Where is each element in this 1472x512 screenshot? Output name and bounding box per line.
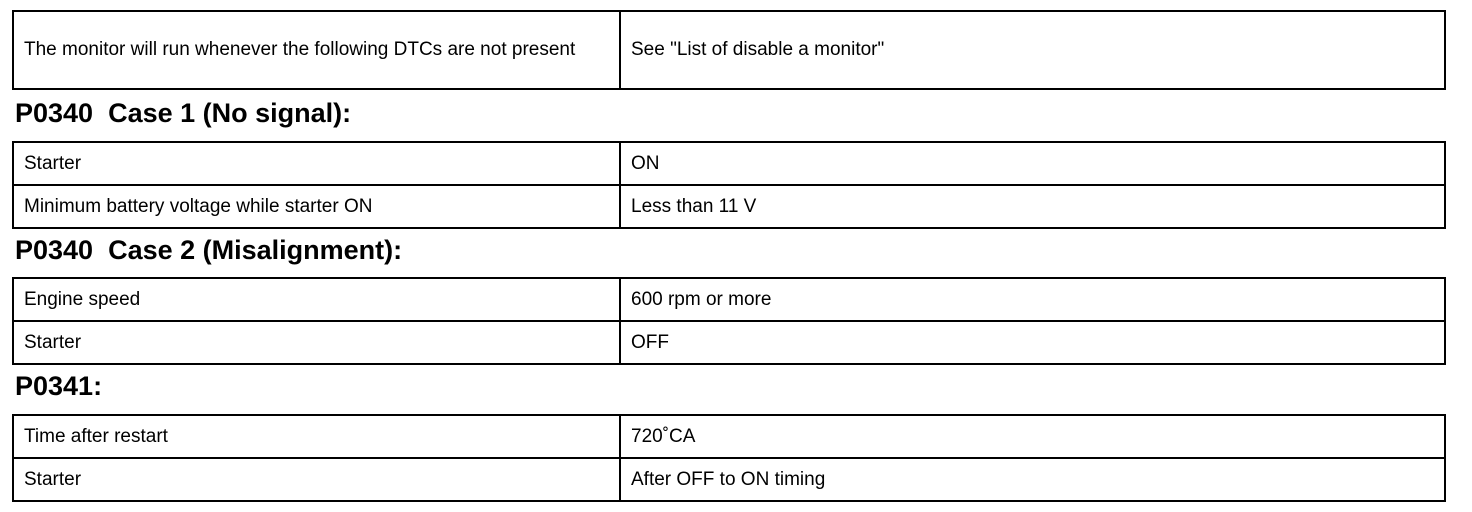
table-row (13, 321, 1445, 364)
table-cell-label: Starter (13, 458, 620, 501)
p0340-case1-table (12, 141, 1446, 229)
table-cell-label: Starter (13, 321, 620, 364)
table-row (13, 142, 1445, 185)
table-cell-value: ON (620, 142, 1445, 185)
monitor-conditions-table (12, 10, 1446, 90)
table-row (13, 278, 1445, 321)
p0340-case2-table (12, 277, 1446, 365)
table-cell-value: After OFF to ON timing (620, 458, 1445, 501)
table-cell-label: Time after restart (13, 415, 620, 458)
p0341-table (12, 414, 1446, 502)
section-heading-p0340-case2: P0340 Case 2 (Misalignment): (15, 235, 403, 265)
table-row (13, 11, 1445, 89)
table-row (13, 185, 1445, 228)
section-heading-p0341: P0341: (15, 371, 103, 401)
table-cell-label: Starter (13, 142, 620, 185)
table-row (13, 458, 1445, 501)
table-cell-value: Less than 11 V (620, 185, 1445, 228)
table-cell-label: The monitor will run whenever the following DTCs are not present (13, 11, 620, 89)
table-cell-value: OFF (620, 321, 1445, 364)
table-cell-value: See "List of disable a monitor" (620, 11, 1445, 89)
table-row (13, 415, 1445, 458)
table-cell-value: 600 rpm or more (620, 278, 1445, 321)
table-cell-label: Minimum battery voltage while starter ON (13, 185, 620, 228)
table-cell-label: Engine speed (13, 278, 620, 321)
table-cell-value: 720˚CA (620, 415, 1445, 458)
section-heading-p0340-case1: P0340 Case 1 (No signal): (15, 98, 352, 128)
